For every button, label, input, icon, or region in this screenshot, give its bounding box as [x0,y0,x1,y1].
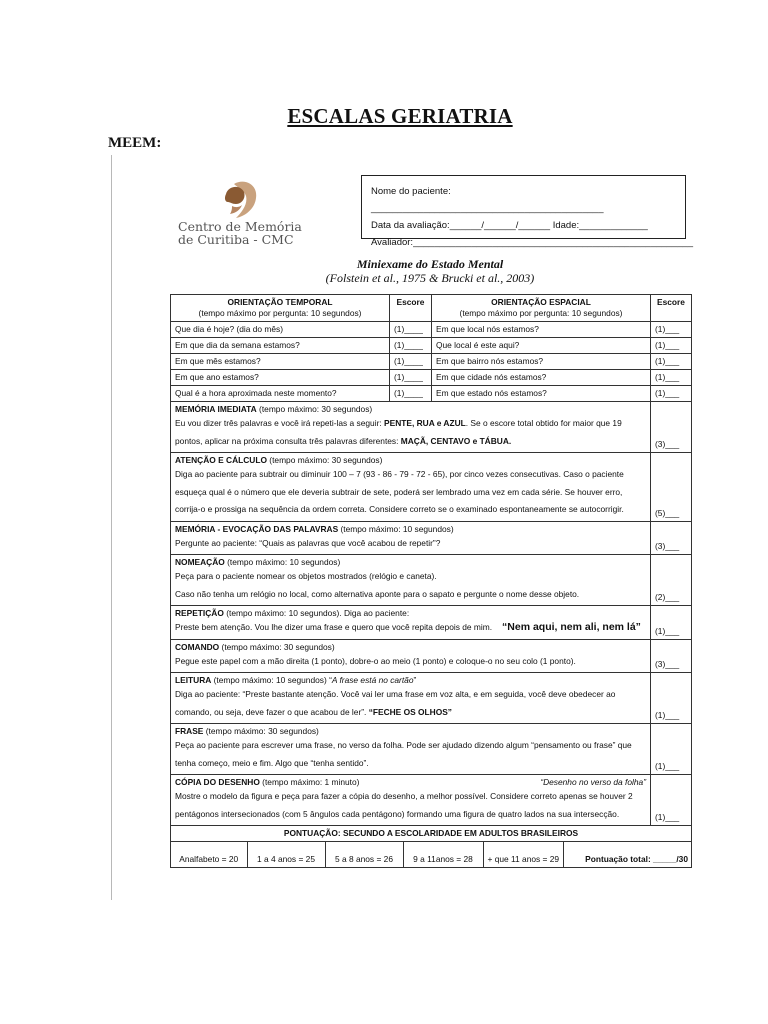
instruction-text: pontos, aplicar na próxima consulta três palavras diferentes: [175,435,401,446]
score-header: Escore [651,295,692,322]
orientation-row [171,386,692,402]
score-field[interactable]: (1)___ [651,606,692,640]
score-field[interactable]: (3)___ [651,521,692,555]
score-field[interactable]: (1)___ [651,775,692,826]
instruction-text: esqueça qual é o número que ele deveria subtrair de sete, poderá ser lembrado uma vez em cada série. Se houver erro, [175,486,623,497]
score-field[interactable]: (1)___ [651,724,692,775]
margin-divider [111,155,112,900]
score-field[interactable]: (1)___ [651,354,692,370]
instruction-text: Diga ao paciente para subtrair ou diminuir 100 – 7 (93 - 86 - 79 - 72 - 65), por cinco vezes consecutivas. Caso o paciente [175,469,624,479]
instruction-text: Pegue este papel com a mão direita (1 ponto), dobre-o ao meio (1 ponto) e coloque-o no seu colo (1 ponto). [175,655,576,666]
score-field[interactable]: (2)___ [651,555,692,606]
instruction-text: Diga ao paciente: “Preste bastante atenção. Você vai ler uma frase em voz alta, e em seguida, você deve obedecer ao [175,689,616,699]
section-note: (tempo máximo: 1 minuto) [259,777,360,787]
instruction-text: tenha começo, meio e fim. Algo que “tenha sentido”. [175,757,369,768]
section-title: ATENÇÃO E CÁLCULO [175,455,267,465]
phrase-to-repeat: “Nem aqui, nem ali, nem lá” [502,621,641,633]
orientation-row [171,338,692,354]
scoring-cell [171,842,692,868]
score-field[interactable]: (1)___ [651,386,692,402]
instruction-text: Caso não tenha um relógio no local, como alternativa aponte para o sapato e pergunte o nome desse objeto. [175,588,580,599]
brain-head-icon [218,180,262,220]
section-title: MEMÓRIA - EVOCAÇÃO DAS PALAVRAS [175,523,339,534]
scoring-level: 9 a 11anos = 28 [403,842,483,867]
page-title: ESCALAS GERIATRIA [287,104,513,128]
score-field[interactable]: (3)___ [651,639,692,673]
section-body [171,555,651,606]
scoring-level: Analfabeto = 20 [171,842,247,867]
score-field[interactable]: (1)___ [651,322,692,338]
instruction-text: Preste bem atenção. Vou lhe dizer uma frase e quero que você repita depois de mim. [175,622,493,632]
scoring-title-row [171,826,692,842]
meem-table [170,294,692,868]
section-row-frase [171,724,692,775]
words-to-repeat: PENTE, RUA e AZUL [384,418,466,428]
instruction-text: Peça ao paciente para escrever uma frase, no verso da folha. Pode ser ajudado dizendo algum “pensamento ou frase” que [175,740,632,750]
section-body [171,402,651,453]
section-title: MEMÓRIA IMEDIATA [175,404,257,414]
section-note: (tempo máximo: 10 segundos) [338,523,454,534]
score-header: Escore [390,295,432,322]
score-field[interactable]: (3)___ [651,402,692,453]
total-score-field[interactable]: Pontuação total: _____/30 [585,854,688,864]
espacial-title: ORIENTAÇÃO ESPACIAL [491,297,591,307]
section-note: (tempo máximo: 10 segundos) “ [211,675,332,685]
section-note: (tempo máximo: 30 segundos) [266,455,383,465]
section-label-meem: MEEM: [108,135,162,151]
scoring-title: PONTUAÇÃO: SECUNDO A ESCOLARIDADE EM ADULTOS BRASILEIROS [171,826,692,842]
section-title: REPETIÇÃO [175,608,224,618]
score-field[interactable]: (1)____ [390,322,432,338]
orientation-header-row [171,295,692,322]
instruction-text: Peça para o paciente nomear os objetos mostrados (relógio e caneta). [175,571,437,581]
section-row-atencao [171,453,692,522]
espacial-question: Em que bairro nós estamos? [432,354,651,370]
instruction-text: corrija-o e prossiga na sequência da ordem correta. Considere correto se o examinado espontaneamente se autocorrigir. [175,504,624,514]
drawing-note: “Desenho no verso da folha” [540,777,646,787]
temporal-question: Em que dia da semana estamos? [171,338,390,354]
score-field[interactable]: (1)____ [390,338,432,354]
instruction-text: comando, ou seja, deve fazer o que acabou de ler”. [175,706,369,717]
section-note-italic: A frase está no cartão [331,675,414,685]
scoring-level: 1 a 4 anos = 25 [247,842,325,867]
section-body [171,453,651,522]
instruction-text: . Se o escore total obtido for maior que 19 [465,418,622,428]
section-body [171,521,651,555]
instruction-text: Pergunte ao paciente: “Quais as palavras que você acabou de repetir”? [175,537,441,548]
section-note: (tempo máximo: 30 segundos) [203,726,319,736]
section-note-end: ” [413,675,417,685]
score-field[interactable]: (1)___ [651,338,692,354]
espacial-header [432,295,651,322]
score-field[interactable]: (1)___ [651,370,692,386]
patient-name-field[interactable]: Nome do paciente: ____________________________________________ [371,186,604,214]
scoring-level: 5 a 8 anos = 26 [325,842,403,867]
orientation-row [171,370,692,386]
section-body [171,724,651,775]
cmc-logo [178,180,308,250]
score-field[interactable]: (5)___ [651,453,692,522]
score-field[interactable]: (1)____ [390,354,432,370]
espacial-subtitle: (tempo máximo por pergunta: 10 segundos) [459,308,623,318]
temporal-question: Em que mês estamos? [171,354,390,370]
temporal-header [171,295,390,322]
score-field[interactable]: (1)____ [390,370,432,386]
scoring-row [171,842,692,868]
logo-text-line2: de Curitiba - CMC [178,232,294,247]
section-title: LEITURA [175,675,212,685]
section-row-comando [171,639,692,673]
section-row-repeticao [171,606,692,640]
score-field[interactable]: (1)___ [651,673,692,724]
scoring-level: + que 11 anos = 29 [483,842,563,867]
evaluation-date-field[interactable]: Data da avaliação:______/______/______ Idade:_____________ [371,220,648,231]
section-title: FRASE [175,726,204,736]
temporal-title: ORIENTAÇÃO TEMPORAL [227,297,333,307]
logo-text-line1: Centro de Memória [178,219,302,234]
espacial-question: Em que cidade nós estamos? [432,370,651,386]
exam-title: Miniexame do Estado Mental [356,257,504,271]
instruction-text: pentágonos intersecionados (com 5 ângulos cada pentágono) formando uma figura de quatro lados na sua intersecção. [175,808,620,819]
section-body [171,639,651,673]
orientation-row [171,322,692,338]
section-row-evocacao [171,521,692,555]
orientation-row [171,354,692,370]
section-note: (tempo máximo: 10 segundos) [224,557,341,567]
section-note: (tempo máximo: 10 segundos). Diga ao paciente: [223,608,410,618]
instruction-text: Mostre o modelo da figura e peça para fazer a cópia do desenho, a melhor possível. Considere correto apenas se houver 2 [175,791,633,801]
instruction-text: Eu vou dizer três palavras e você irá repeti-las a seguir: [175,418,385,428]
temporal-question: Qual é a hora aproximada neste momento? [171,386,390,402]
evaluator-field[interactable]: Avaliador:_____________________________________________________ [371,237,694,248]
score-field[interactable]: (1)____ [390,386,432,402]
exam-heading [170,258,690,285]
patient-info-box [361,175,694,248]
temporal-subtitle: (tempo máximo por pergunta: 10 segundos) [198,308,362,318]
section-row-leitura [171,673,692,724]
temporal-question: Que dia é hoje? (dia do mês) [171,322,390,338]
exam-citation: (Folstein et al., 1975 & Brucki et al., 2003) [325,271,535,285]
section-note: (tempo máximo: 30 segundos) [256,404,373,414]
espacial-question: Em que local nós estamos? [432,322,651,338]
scoring-table [171,842,692,867]
section-row-memoria-imediata [171,402,692,453]
alternate-words: MAÇÃ, CENTAVO e TÁBUA. [400,435,512,446]
section-row-nomeacao [171,555,692,606]
temporal-question: Em que ano estamos? [171,370,390,386]
section-title: NOMEAÇÃO [175,557,225,567]
section-body [171,673,651,724]
section-title: COMANDO [175,641,220,652]
command-text: “FECHE OS OLHOS” [368,706,452,717]
section-title: CÓPIA DO DESENHO [175,777,260,787]
espacial-question: Que local é este aqui? [432,338,651,354]
section-note: (tempo máximo: 30 segundos) [219,641,335,652]
section-body [171,775,651,826]
espacial-question: Em que estado nós estamos? [432,386,651,402]
section-body [171,606,651,640]
section-row-copia [171,775,692,826]
